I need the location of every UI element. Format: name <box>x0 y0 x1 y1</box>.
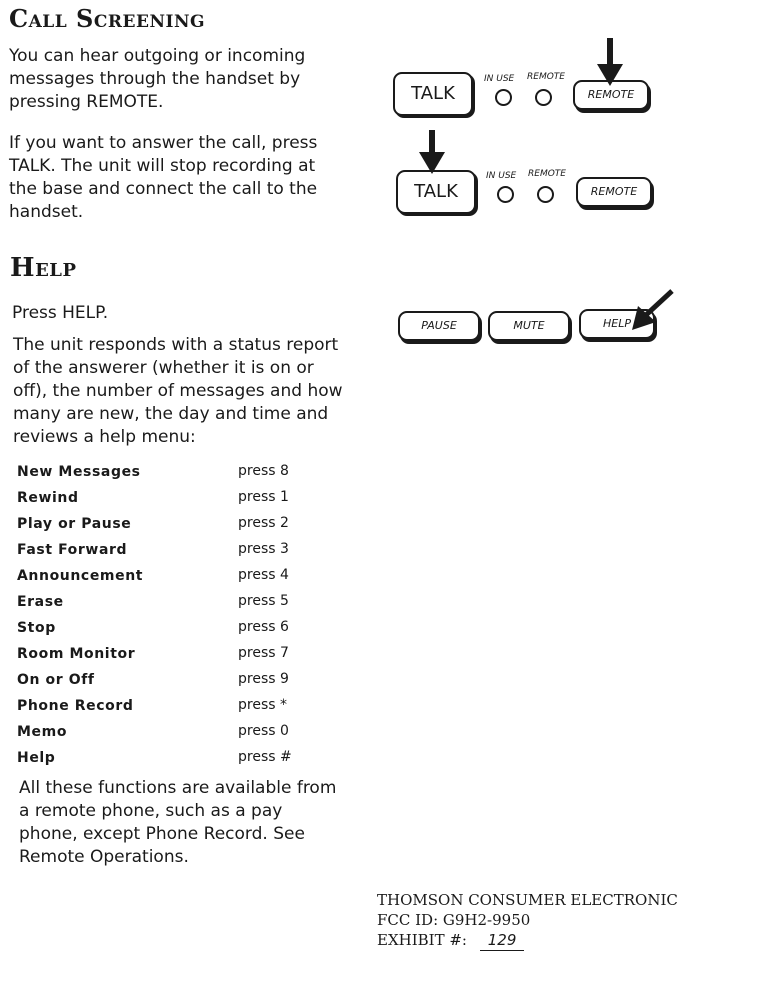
list-item <box>17 747 317 773</box>
menu-function: Rewind <box>17 490 79 506</box>
menu-key: press 8 <box>238 463 289 479</box>
list-item <box>17 513 317 539</box>
stamp-fcc-id: FCC ID: G9H2-9950 <box>377 911 531 929</box>
menu-key: press 3 <box>238 541 289 557</box>
list-item <box>17 487 317 513</box>
in-use-indicator-label: IN USE <box>484 74 515 84</box>
pause-button[interactable]: PAUSE <box>398 311 480 341</box>
stamp-company: THOMSON CONSUMER ELECTRONIC <box>377 891 678 909</box>
fcc-stamp <box>377 890 757 951</box>
menu-function: Help <box>17 750 56 766</box>
menu-function: Announcement <box>17 568 144 584</box>
menu-key: press 6 <box>238 619 289 635</box>
talk-button[interactable]: TALK <box>393 72 473 116</box>
menu-function: Play or Pause <box>17 516 132 532</box>
list-item <box>17 591 317 617</box>
in-use-led <box>497 186 514 203</box>
list-item <box>17 617 317 643</box>
list-item <box>17 565 317 591</box>
menu-function: New Messages <box>17 464 141 480</box>
menu-key: press * <box>238 697 287 713</box>
call-screening-paragraph-2: If you want to answer the call, press TALK. The unit will stop recording at the base and connect the call to the handset. <box>9 133 318 222</box>
help-button[interactable]: HELP <box>579 309 655 339</box>
help-description: The unit responds with a status report of the answerer (whether it is on or off), the number of messages and how many are new, the day and time and reviews a help menu: <box>13 335 343 447</box>
remote-button[interactable]: REMOTE <box>576 177 652 207</box>
remote-led <box>535 89 552 106</box>
list-item <box>17 669 317 695</box>
arrow-diagonal-icon <box>626 288 676 334</box>
menu-function: On or Off <box>17 672 95 688</box>
menu-key: press 1 <box>238 489 289 505</box>
menu-function: Phone Record <box>17 698 134 714</box>
help-instruction: Press HELP. <box>12 303 109 323</box>
menu-key: press 5 <box>238 593 289 609</box>
menu-function: Memo <box>17 724 68 740</box>
menu-key: press 2 <box>238 515 289 531</box>
mute-button[interactable]: MUTE <box>488 311 570 341</box>
remote-button[interactable]: REMOTE <box>573 80 649 110</box>
menu-key: press # <box>238 749 292 765</box>
menu-function: Stop <box>17 620 56 636</box>
arrow-down-icon <box>418 130 446 176</box>
menu-key: press 9 <box>238 671 289 687</box>
talk-button[interactable]: TALK <box>396 170 476 214</box>
list-item <box>17 539 317 565</box>
call-screening-paragraph-1: You can hear outgoing or incoming messages through the handset by pressing REMOTE. <box>9 46 306 112</box>
menu-key: press 0 <box>238 723 289 739</box>
list-item <box>17 695 317 721</box>
menu-function: Erase <box>17 594 64 610</box>
list-item <box>17 721 317 747</box>
list-item <box>17 643 317 669</box>
in-use-led <box>495 89 512 106</box>
call-screening-heading: Call Screening <box>9 4 206 33</box>
menu-function: Fast Forward <box>17 542 128 558</box>
remote-indicator-label: REMOTE <box>528 169 566 179</box>
stamp-exhibit-number: 129 <box>480 930 525 951</box>
help-menu-list <box>17 461 317 773</box>
remote-led <box>537 186 554 203</box>
menu-key: press 7 <box>238 645 289 661</box>
stamp-exhibit <box>377 930 757 951</box>
menu-function: Room Monitor <box>17 646 136 662</box>
arrow-down-icon <box>596 38 624 88</box>
help-footer: All these functions are available from a remote phone, such as a pay phone, except Phone Record. See Remote Operations. <box>19 778 337 867</box>
in-use-indicator-label: IN USE <box>486 171 517 181</box>
menu-key: press 4 <box>238 567 289 583</box>
remote-indicator-label: REMOTE <box>527 72 565 82</box>
list-item <box>17 461 317 487</box>
help-heading: Help <box>10 253 77 283</box>
stamp-exhibit-label: EXHIBIT #: <box>377 931 467 949</box>
